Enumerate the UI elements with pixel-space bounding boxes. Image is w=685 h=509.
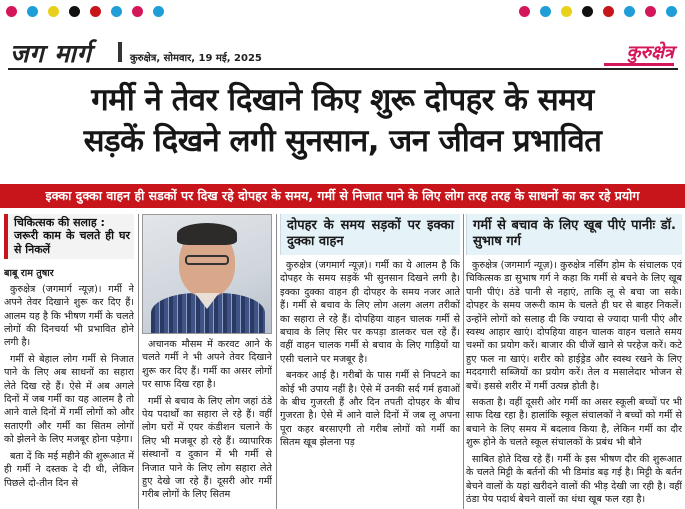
column-2 [142,214,272,509]
article-paragraph: अचानक मौसम में करवट आने के चलते गर्मी ने भी अपने तेवर दिखाने शुरू कर दिए हैं। गर्मी का असर लोगों पर साफ दिख रहा है। [142,339,272,391]
story-heading-box [280,214,460,255]
reporter-byline: बाबू राम तुषार [4,268,54,280]
column-4 [466,214,682,509]
article-paragraph: बनकर आई है। गरीबों के पास गर्मी से निपटने का कोई भी उपाय नहीं है। ऐसे में उनकी सर्द गर्म हवाओं के बीच गुजरती हैं और दिन तपती दोपहर के बीच गुजरता है। ऐसे में आने वाले दिनों में जब लू अपना पूरा कहर बरसाएगी तो गरीब लोगों को गर्मी का सितम खूब झेलना पड़ [280,370,460,449]
reg-dot [603,6,614,17]
article-paragraph: कुरुक्षेत्र (जगमार्ग न्यूज़)। गर्मी का ये आलम है कि दोपहर के समय सड़कें भी सुनसान दिखने लगी है। इक्का दुक्का वाहन ही दोपहर के समय नजर आते हैं। गर्मी से बचाव के लिए लोग अलग अलग तरीकों का सहारा ले रहे हैं। दोपहिया वाहन चालक गर्मी से बचाव के लिए सिर पर कपड़ा डालकर चल रहे हैं। वहीं वाहन चालक गर्मी से बचाव के लिए गाड़ियों या एसी चलाने पर मजबूर है। [280,260,460,365]
article-paragraph: गर्मी से बेहाल लोग गर्मी से निजात पाने के लिए अब साधनों का सहारा लेते दिख रहे हैं। ऐसे में अब अगले दिनों में जब गर्मी का यह आलम है तो आने वाले दिनों में गर्मी लोगों को और सताएगी और गर्मी का सितम लोगों को झेलने के लिए मजबूर होना पड़ेगा। [4,353,134,446]
reg-dot [561,6,572,17]
reg-dot [624,6,635,17]
article-paragraph: सकता है। वहीं दूसरी ओर गर्मी का असर स्कूली बच्चों पर भी साफ दिख रहा है। हालांकि स्कूल संचालकों ने बच्चों को गर्मी से बचाने के लिए समय में बदलाव किया है, लेकिन गर्मी का दौर शुरू होने के चलते स्कूल संचालकों के प्रबंध भी बौने [466,397,682,449]
column-rule [463,214,464,509]
registration-marks-left [6,6,164,17]
reg-dot [519,6,530,17]
reg-dot [111,6,122,17]
city-underline [604,63,674,66]
subheadline-bar: इक्का दुक्का वाहन ही सडकों पर दिख रहे दोपहर के समय, गर्मी से निजात पाने के लिए लोग तरह तरह के साधनों का कर रहे प्रयोग [0,184,685,208]
registration-marks-right [519,6,677,17]
masthead-divider [118,42,122,62]
reg-dot [582,6,593,17]
edition-date: कुरुक्षेत्र, सोमवार, 19 मई, 2025 [130,53,262,64]
article-paragraph: कुरुक्षेत्र (जगमार्ग न्यूज़)। कुरुक्षेत्र नर्सिंग होम के संचालक एवं चिकित्सक डा सुभाष गर्ग ने कहा कि गर्मी से बचने के लिए खूब पानी पीएं। ठंडे पानी से नहाएं, ताकि लू से बचा जा सके। दोपहर के समय जरूरी काम के चलते ही घर से बाहर निकलें। उन्होंने लोगों को सलाह दी कि ज्यादा से ज्यादा पानी पीएं और स्वस्थ आहार खाएं। दोपहिया वाहन चालक वाहन चलाते समय चश्मों का प्रयोग करें। बाजार की चीजें खाने से परहेज करें। कटे हुए फल ना खाएं। शरीर को हाईड्रेड और स्वस्थ रखने के लिए मददगारी सब्जियों का प्रयोग करें। तेल व मसालेदार भोजन से बचें। इससे शरीर में गर्मी उत्पन्न होती है। [466,260,682,392]
advice-tag: चिकित्सक की सलाह : [14,216,105,229]
reg-dot [540,6,551,17]
article-paragraph: बता दें कि मई महीने की शुरूआत में ही गर्मी ने दस्तक दे दी थी, लेकिन पिछले दो-तीन दिन से [4,450,134,489]
story-heading: दोपहर के समय सड़कों पर इक्का दुक्का वाहन [287,218,454,249]
column-3 [280,214,460,509]
reg-dot [48,6,59,17]
photo-hair [177,223,237,245]
main-headline [0,80,685,162]
story-heading: गर्मी से बचाव के लिए खूब पीएं पानीः डॉ. सुभाष गर्ग [473,218,676,249]
advice-text: जरूरी काम के चलते ही घर से निकलें [14,229,130,257]
reg-dot [645,6,656,17]
reg-dot [153,6,164,17]
reg-dot [90,6,101,17]
reg-dot [27,6,38,17]
reg-dot [132,6,143,17]
newspaper-logo: जग मार्ग [10,39,92,68]
doctor-advice-box [4,214,134,259]
column-rule [138,214,139,509]
story-heading-box [466,214,682,255]
article-paragraph: साबित होते दिख रहे हैं। गर्मी के इस भीषण दौर की शुरूआत के चलते मिट्टी के बर्तनों की भी डिमांड बढ़ गई है। मिट्टी के बर्तन बेचने वालों के यहां खरीदने वालों की भीड़ देखी जा रही है। वहीं ठंडा पेय पदार्थ बेचने वालों का धंधा खूब फल रहा है। [466,453,682,505]
masthead [8,36,678,70]
article-paragraph: कुरुक्षेत्र (जगमार्ग न्यूज़)। गर्मी ने अपने तेवर दिखाने शुरू कर दिए हैं। आलम यह है कि भीषण गर्मी के चलते लोगों की दिनचर्या भी प्रभावित होने लगी है। [4,283,134,349]
column-rule [276,214,277,509]
headline-line-2: सड़कें दिखने लगी सुनसान, जन जीवन प्रभावित [83,123,602,159]
headline-line-1: गर्मी ने तेवर दिखाने किए शुरू दोपहर के समय [91,82,594,118]
photo-glasses [185,255,229,265]
article-paragraph: गर्मी से बचाव के लिए लोग जहां ठंडे पेय पदार्थों का सहारा ले रहे हैं। वहीं लोग घरों में एयर कंडीशन चलाने के लिए भी मजबूर हो रहे हैं। व्यापारिक संस्थानों व दुकान में भी गर्मी से निजात पाने के लिए लोग सहारा लेते हुए देखे जा रहे हैं। दूसरी ओर गर्मी गरीब लोगों के लिए सितम [142,395,272,501]
reg-dot [666,6,677,17]
reg-dot [69,6,80,17]
reg-dot [6,6,17,17]
column-1 [4,214,134,509]
edition-city: कुरुक्षेत्र [626,42,674,63]
doctor-photo [142,214,272,334]
